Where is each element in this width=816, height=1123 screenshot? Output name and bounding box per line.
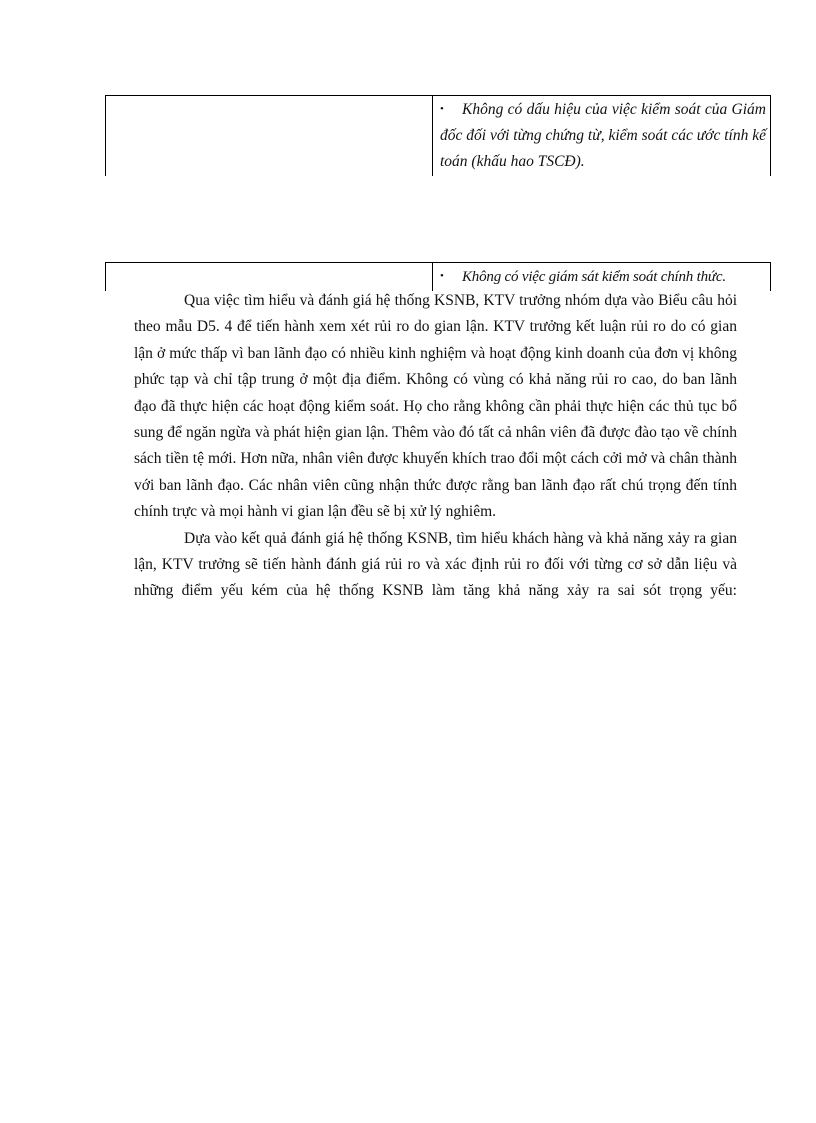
- table-cell-right: [432, 96, 771, 176]
- table-fragment-bottom: [105, 262, 771, 291]
- paragraph-fraud-risk-assessment: Qua việc tìm hiểu và đánh giá hệ thống KSNB, KTV trưởng nhóm dựa vào Biểu câu hỏi theo mẫu D5. 4 để tiến hành xem xét rủi ro do gian lận. KTV trưởng kết luận rủi ro do có gian lận ở mức thấp vì ban lãnh đạo có nhiều kinh nghiệm và hoạt động kinh doanh của đơn vị không phức tạp và chỉ tập trung ở một địa điểm. Không có vùng có khả năng rủi ro cao, do ban lãnh đạo đã thực hiện các hoạt động kiểm soát. Họ cho rằng không cần phải thực hiện các thủ tục bổ sung để ngăn ngừa và phát hiện gian lận. Thêm vào đó tất cả nhân viên đã được đào tạo về chính sách tiền tệ mới. Hơn nữa, nhân viên được khuyến khích trao đổi một cách cởi mở và chân thành với ban lãnh đạo. Các nhân viên cũng nhận thức được rằng ban lãnh đạo rất chú trọng đến tính chính trực và mọi hành vi gian lận đều sẽ bị xử lý nghiêm.: [134, 292, 737, 521]
- cell-bullet-text: Không có việc giám sát kiểm soát chính thức.: [462, 269, 726, 285]
- bullet-icon: •: [440, 270, 444, 282]
- table-cell-right: [432, 263, 771, 291]
- document-body: [134, 288, 737, 605]
- paragraph-risk-evaluation: Dựa vào kết quả đánh giá hệ thống KSNB, tìm hiểu khách hàng và khả năng xảy ra gian lận, KTV trưởng sẽ tiến hành đánh giá rủi ro và xác định rủi ro đối với từng cơ sở dẫn liệu và những điểm yếu kém của hệ thống KSNB làm tăng khả năng xảy ra sai sót trọng yếu:: [134, 529, 737, 600]
- table-cell-left-empty: [105, 263, 433, 291]
- cell-bullet-item: [440, 263, 766, 290]
- bullet-icon: •: [440, 103, 444, 115]
- table-fragment-top: [105, 95, 771, 176]
- cell-bullet-item: [440, 96, 766, 175]
- cell-bullet-text: Không có dấu hiệu của việc kiểm soát của Giám đốc đối với từng chứng từ, kiểm soát các ước tính kế toán (khấu hao TSCĐ).: [440, 101, 766, 170]
- table-cell-left-empty: [105, 96, 433, 176]
